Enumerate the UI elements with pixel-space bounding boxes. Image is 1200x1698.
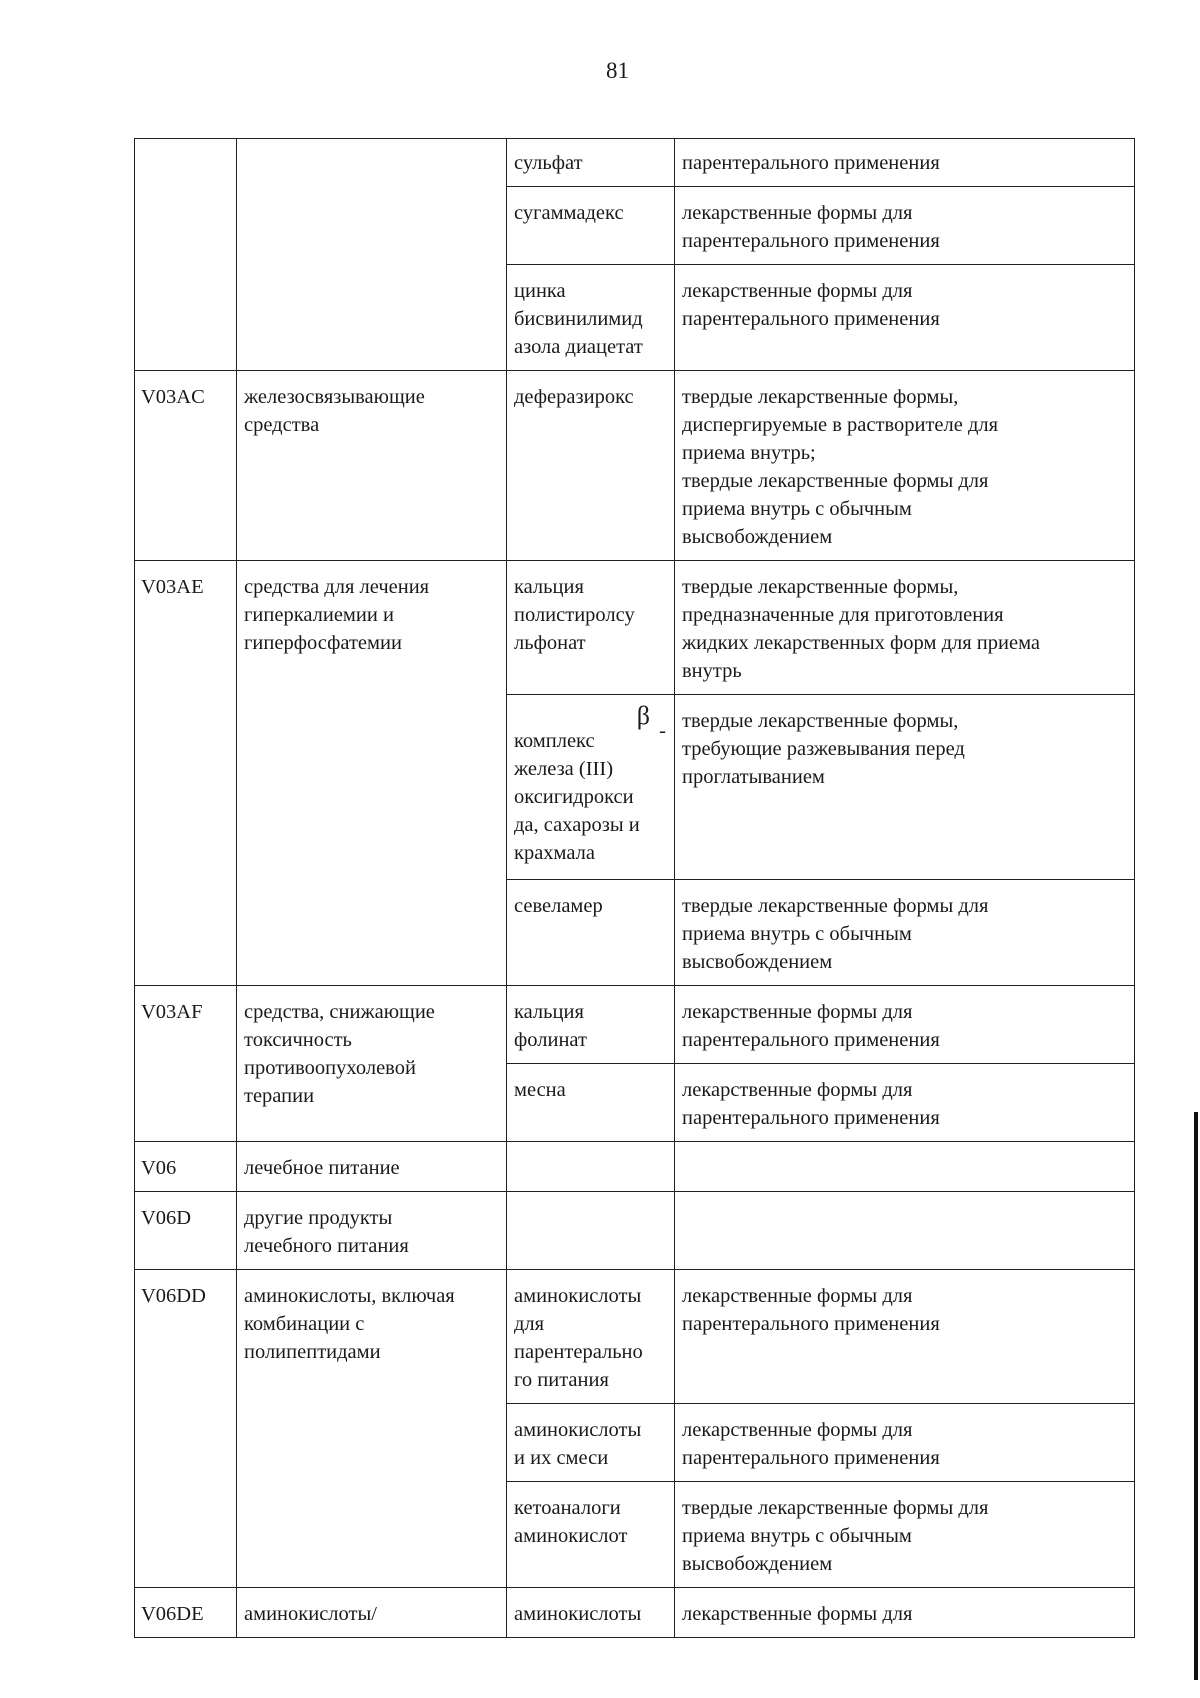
form-line: парентерального применения [682, 1107, 940, 1129]
form-line: лекарственные формы для [682, 1603, 913, 1625]
atc-code-cell: V03AC [135, 371, 237, 561]
drug-cell [507, 986, 675, 1064]
drug-line: деферазирокс [514, 386, 634, 408]
form-line: парентерального применения [682, 308, 940, 330]
form-cell [675, 139, 1135, 187]
group-line: средства, снижающие [244, 1001, 435, 1023]
drug-line: льфонат [514, 632, 586, 654]
drug-line: аминокислоты [514, 1603, 642, 1625]
drug-line: кальция [514, 1001, 584, 1023]
form-line: твердые лекарственные формы для [682, 1497, 989, 1519]
form-line: парентерального применения [682, 1029, 940, 1051]
table-row [135, 1142, 1135, 1192]
drug-line: для [514, 1313, 545, 1335]
form-line: приема внутрь с обычным [682, 923, 912, 945]
form-line: лекарственные формы для [682, 1001, 913, 1023]
form-line: высвобождением [682, 526, 833, 548]
form-line: твердые лекарственные формы, [682, 576, 959, 598]
drug-line: кетоаналоги [514, 1497, 621, 1519]
drug-line: бисвинилимид [514, 308, 643, 330]
drug-cell [507, 1142, 675, 1192]
drug-line: комплекс [514, 730, 595, 752]
form-line: приема внутрь; [682, 442, 816, 464]
drug-cell [507, 695, 675, 880]
form-line: внутрь [682, 660, 742, 682]
group-line: аминокислоты, включая [244, 1285, 455, 1307]
table-row [135, 1192, 1135, 1270]
form-cell [675, 1270, 1135, 1404]
group-line: средства для лечения [244, 576, 430, 598]
medication-table [134, 138, 1135, 1638]
form-cell [675, 187, 1135, 265]
drug-cell [507, 1192, 675, 1270]
form-cell [675, 1482, 1135, 1588]
drug-cell [507, 1482, 675, 1588]
form-line: требующие разжевывания перед [682, 738, 965, 760]
group-cell [237, 1142, 507, 1192]
drug-line: и их смеси [514, 1447, 609, 1469]
form-cell [675, 561, 1135, 695]
drug-cell [507, 1064, 675, 1142]
group-line: гиперкалиемии и [244, 604, 394, 626]
form-line: лекарственные формы для [682, 280, 913, 302]
drug-line: азола диацетат [514, 336, 643, 358]
drug-line: аминокислоты [514, 1285, 642, 1307]
group-cell [237, 1270, 507, 1588]
drug-cell [507, 880, 675, 986]
form-line: лекарственные формы для [682, 1419, 913, 1441]
drug-line: да, сахарозы и [514, 814, 640, 836]
group-line: терапии [244, 1085, 315, 1107]
drug-line: сульфат [514, 152, 583, 174]
drug-line: месна [514, 1079, 566, 1101]
form-line: диспергируемые в растворителе для [682, 414, 999, 436]
group-line: гиперфосфатемии [244, 632, 402, 654]
group-line: комбинации с [244, 1313, 365, 1335]
group-cell [237, 1588, 507, 1638]
form-cell [675, 1588, 1135, 1638]
atc-code-cell: V06 [135, 1142, 237, 1192]
group-line: аминокислоты/ [244, 1603, 377, 1625]
group-line: лечебное питание [244, 1157, 400, 1179]
drug-line: цинка [514, 280, 566, 302]
form-line: приема внутрь с обычным [682, 498, 912, 520]
form-line: парентерального применения [682, 152, 940, 174]
table-row [135, 561, 1135, 695]
form-line: парентерального применения [682, 1447, 940, 1469]
form-cell [675, 986, 1135, 1064]
form-line: высвобождением [682, 951, 833, 973]
form-cell [675, 695, 1135, 880]
table-row [135, 1588, 1135, 1638]
form-cell [675, 265, 1135, 371]
drug-line: сугаммадекс [514, 202, 624, 224]
atc-code-cell: V06DE [135, 1588, 237, 1638]
form-line: лекарственные формы для [682, 1079, 913, 1101]
group-line: средства [244, 414, 320, 436]
group-line: лечебного питания [244, 1235, 409, 1257]
atc-code-cell: V03AF [135, 986, 237, 1142]
drug-line: крахмала [514, 842, 595, 864]
group-cell [237, 561, 507, 986]
drug-cell [507, 371, 675, 561]
drug-cell [507, 1404, 675, 1482]
drug-line: кальция [514, 576, 584, 598]
drug-line: парентерально [514, 1341, 643, 1363]
table-row [135, 1270, 1135, 1404]
drug-cell [507, 139, 675, 187]
form-cell [675, 1192, 1135, 1270]
table-row [135, 986, 1135, 1064]
drug-cell [507, 187, 675, 265]
form-line: лекарственные формы для [682, 202, 913, 224]
form-line: парентерального применения [682, 230, 940, 252]
drug-line: аминокислоты [514, 1419, 642, 1441]
form-line: твердые лекарственные формы, [682, 386, 959, 408]
table-row [135, 371, 1135, 561]
form-line: лекарственные формы для [682, 1285, 913, 1307]
drug-line: фолинат [514, 1029, 587, 1051]
group-line: другие продукты [244, 1207, 393, 1229]
form-line: высвобождением [682, 1553, 833, 1575]
group-cell [237, 1192, 507, 1270]
drug-line: го питания [514, 1369, 609, 1391]
group-line: противоопухолевой [244, 1057, 416, 1079]
group-cell [237, 139, 507, 371]
group-cell [237, 371, 507, 561]
atc-code-cell: V06DD [135, 1270, 237, 1588]
drug-line: севеламер [514, 895, 603, 917]
table-row [135, 139, 1135, 187]
drug-cell [507, 1270, 675, 1404]
group-cell [237, 986, 507, 1142]
form-cell [675, 1404, 1135, 1482]
form-line: жидких лекарственных форм для приема [682, 632, 1041, 654]
form-line: парентерального применения [682, 1313, 940, 1335]
drug-line: аминокислот [514, 1525, 628, 1547]
drug-cell [507, 1588, 675, 1638]
page-number: 81 [606, 58, 629, 83]
drug-line: полистиролсу [514, 604, 635, 626]
atc-code-cell [135, 139, 237, 371]
form-cell [675, 1064, 1135, 1142]
form-line: твердые лекарственные формы для [682, 895, 989, 917]
form-line: твердые лекарственные формы, [682, 710, 959, 732]
group-line: железосвязывающие [244, 386, 425, 408]
atc-code-cell: V06D [135, 1192, 237, 1270]
form-line: предназначенные для приготовления [682, 604, 1004, 626]
scan-edge-rule [1194, 1112, 1198, 1680]
form-cell [675, 1142, 1135, 1192]
form-line: приема внутрь с обычным [682, 1525, 912, 1547]
drug-dash: - [659, 720, 666, 742]
form-cell [675, 371, 1135, 561]
group-line: полипептидами [244, 1341, 381, 1363]
form-line: твердые лекарственные формы для [682, 470, 989, 492]
form-cell [675, 880, 1135, 986]
atc-code-cell: V03AE [135, 561, 237, 986]
group-line: токсичность [244, 1029, 352, 1051]
drug-cell [507, 265, 675, 371]
drug-line: оксигидрокси [514, 786, 634, 808]
drug-line: железа (III) [514, 758, 614, 780]
drug-cell [507, 561, 675, 695]
beta-symbol: β [636, 701, 650, 730]
form-line: проглатыванием [682, 766, 825, 788]
